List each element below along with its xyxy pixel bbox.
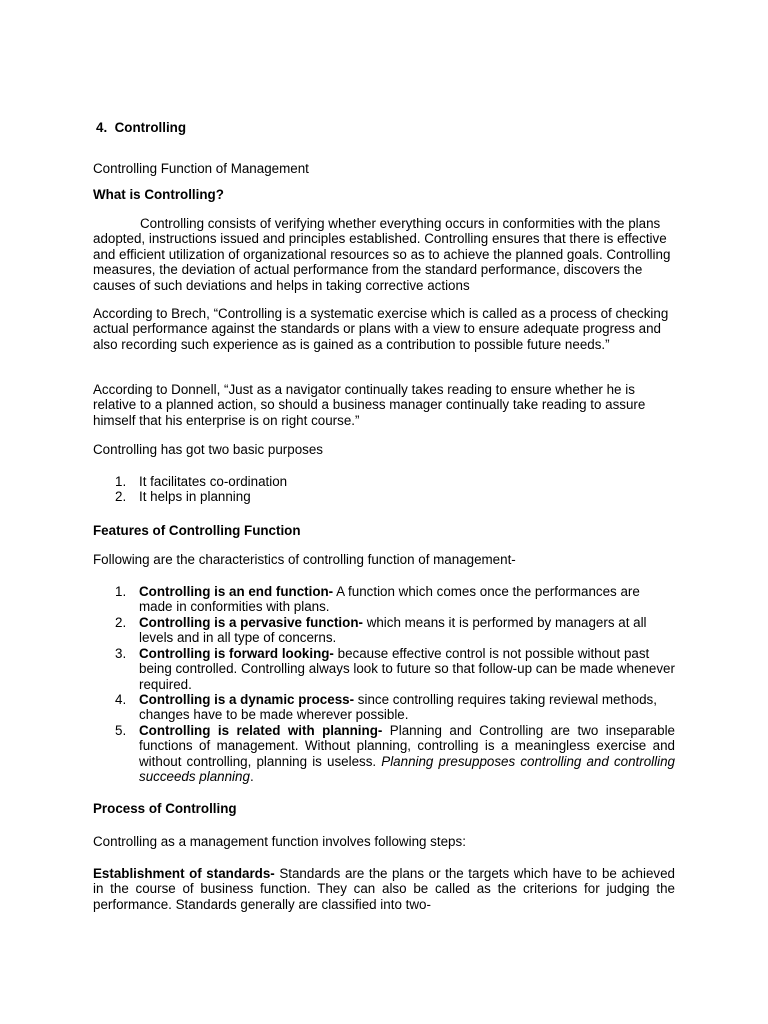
feature-text: A function which comes once the performances are made in conformities with plans.: [139, 584, 640, 615]
list-number: 1.: [115, 474, 127, 489]
section-heading: [93, 120, 675, 135]
section-number: 4.: [96, 120, 108, 135]
feature-text: Planning and Controlling are two inseparable functions of management. Without planning, controlling is a meaningless exercise and without controlling, planning is useless.: [139, 723, 675, 769]
feature-item: [93, 646, 675, 692]
feature-item: [93, 615, 675, 646]
list-number: 4.: [115, 692, 127, 707]
feature-emphasis: Planning presupposes controlling and controlling succeeds planning: [139, 753, 675, 785]
brech-quote: According to Brech, “Controlling is a systematic exercise which is called as a process of checking actual performance against the standards or plans with a view to ensure adequate progress and also recording such experience as is gained as a contribution to possible future needs.”: [93, 306, 669, 352]
list-number: 1.: [115, 584, 127, 599]
feature-text: because effective control is not possible without past being controlled. Controlling always look to future so that follow-up can be made whenever required.: [139, 646, 675, 692]
feature-text: which means it is performed by managers at all levels and in all type of concerns.: [139, 615, 647, 646]
features-intro: Following are the characteristics of controlling function of management-: [93, 552, 516, 567]
process-intro: Controlling as a management function involves following steps:: [93, 834, 466, 849]
page-subtitle: Controlling Function of Management: [93, 161, 309, 176]
feature-title: Controlling is forward looking-: [139, 646, 334, 661]
feature-title: Controlling is related with planning-: [139, 723, 383, 738]
process-heading: Process of Controlling: [93, 801, 237, 816]
feature-title: Controlling is a pervasive function-: [139, 615, 363, 630]
list-text: It helps in planning: [139, 489, 251, 504]
purposes-intro: Controlling has got two basic purposes: [93, 442, 324, 457]
list-number: 3.: [115, 646, 127, 661]
what-is-heading: What is Controlling?: [93, 187, 224, 202]
list-number: 2.: [115, 489, 127, 504]
feature-item: [93, 723, 675, 785]
standards-text: Standards are the plans or the targets which have to be achieved in the course of business function. They can also be called as the criterions for judging the performance. Standards generally are classified into two-: [93, 866, 676, 912]
feature-item: [93, 584, 675, 615]
donnell-quote: According to Donnell, “Just as a navigator continually takes reading to ensure whether he is relative to a planned action, so should a business manager continually take reading to assure himself that his enterprise is on right course.”: [93, 382, 646, 428]
feature-tail: .: [249, 769, 254, 785]
list-text: It facilitates co-ordination: [139, 474, 288, 489]
standards-paragraph: [93, 866, 675, 912]
feature-text: since controlling requires taking reviewal methods, changes have to be made wherever possible.: [139, 692, 657, 723]
feature-item: [93, 692, 675, 723]
list-item: [93, 489, 675, 504]
section-title: Controlling: [114, 120, 187, 135]
feature-title: Controlling is a dynamic process-: [139, 692, 355, 707]
features-heading: Features of Controlling Function: [93, 523, 301, 538]
list-number: 2.: [115, 615, 127, 630]
list-number: 5.: [115, 723, 127, 738]
feature-title: Controlling is an end function-: [139, 584, 334, 599]
definition-paragraph: Controlling consists of verifying whether everything occurs in conformities with the plans adopted, instructions issued and principles established. Controlling ensures that there is effective and efficient utilization of organizational resources so as to achieve the planned goals. Controlling measures, the deviation of actual performance from the standard performance, discovers the causes of such deviations and helps in taking corrective actions: [93, 216, 671, 293]
list-item: [93, 474, 675, 489]
standards-title: Establishment of standards-: [93, 866, 275, 881]
